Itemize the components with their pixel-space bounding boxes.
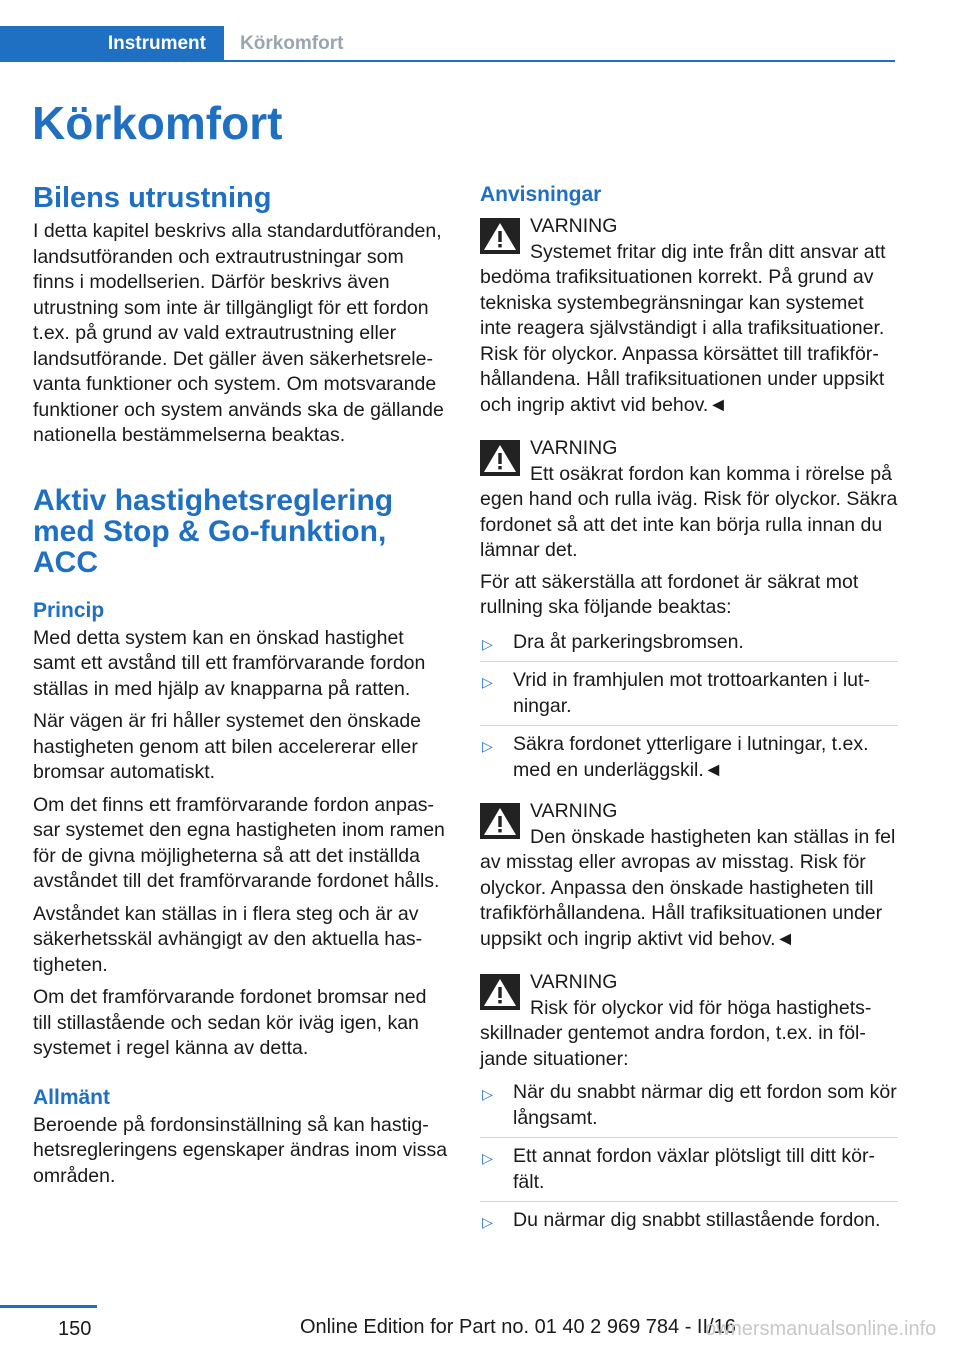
paragraph: Med detta system kan en önskad hastighet samt ett avstånd till ett framförvarande fordon ställas in med hjälp av knapparna på ratten. <box>33 626 426 700</box>
triangle-bullet-icon: ▷ <box>482 1150 493 1166</box>
paragraph: För att säkerställa att fordonet är säkrat mot rullning ska följande beaktas: <box>480 570 859 618</box>
tab-instrument[interactable]: Instrument <box>0 26 224 62</box>
paragraph: Om det framförvarande fordonet bromsar ned till stillastående och sedan kör iväg igen, kan systemet i regel känna av detta. <box>33 986 427 1059</box>
warning-block <box>480 970 898 1072</box>
warning-triangle-icon <box>480 440 520 476</box>
warning-text: Den önskade hastigheten kan ställas in fel av misstag eller avropas av misstag. Risk för olyckor. Anpassa den önskade hastigheten till trafikförhållandena. Håll trafiksituationen under uppsikt och ingrip aktivt vid behov.◄ <box>480 825 896 950</box>
warning-block <box>480 214 898 418</box>
list-item: ▷ När du snabbt närmar dig ett fordon som kör långsamt. <box>482 1081 897 1129</box>
warning-label: VARNING <box>530 800 618 822</box>
page-number: 150 <box>58 1318 92 1340</box>
header-divider <box>224 60 895 62</box>
bullet-list <box>480 628 898 790</box>
paragraph: Beroende på fordonsinställning så kan hastighetsregleringens egenskaper ändras inom vissa områden. <box>33 1113 448 1187</box>
paragraph: I detta kapitel beskrivs alla standardutföranden, landsutföranden och extrautrustningar som finns i modellserien. Därför beskrivs även utrustning som inte är tillgängligt för ett fordon t.ex. på grund av vald extrautrustning eller landsutförande. Det gäller även säkerhetsrelevanta funktioner och system. Om motsvarande funktioner och system används ska de gällande nationella bestämmelserna beaktas. <box>33 220 444 446</box>
watermark: ownersmanualsonline.info <box>705 1318 937 1340</box>
chapter-title: Körkomfort <box>32 97 283 149</box>
subsection-title-anvisningar: Anvisningar <box>480 183 602 206</box>
warning-text: Ett osäkrat fordon kan komma i rörelse på egen hand och rulla iväg. Risk för olyckor. Säkra fordonet så att det inte kan börja rulla innan du lämnar det. <box>480 462 898 561</box>
subsection-title-allmant: Allmänt <box>33 1085 111 1109</box>
list-item: ▷ Ett annat fordon växlar plötsligt till ditt körfält. <box>480 1137 898 1201</box>
left-column <box>33 182 448 1196</box>
warning-text: Systemet fritar dig inte från ditt ansvar att bedöma trafiksituationen korrekt. På grund av tekniska systembegränsningar kan systemet inte reagera självständigt i alla trafiksituationer. Risk för olyckor. Anpassa körsättet till trafikförhållandena. Håll trafiksituationen under uppsikt och ingrip aktivt vid behov.◄ <box>480 240 886 416</box>
footer-divider <box>0 1305 97 1308</box>
warning-label: VARNING <box>530 437 618 459</box>
header-bar <box>0 0 960 62</box>
triangle-bullet-icon: ▷ <box>482 674 493 690</box>
warning-label: VARNING <box>530 971 618 993</box>
list-item: ▷ Vrid in framhjulen mot trottoarkanten i lutningar. <box>480 661 898 725</box>
tab-korkomfort[interactable]: Körkomfort <box>240 33 344 54</box>
warning-block <box>480 799 898 952</box>
paragraph: När vägen är fri håller systemet den önskade hastigheten genom att bilen accelererar eller bromsar automatiskt. <box>33 710 422 783</box>
right-column <box>480 182 898 1250</box>
list-item: ▷ Dra åt parkeringsbromsen. <box>480 628 898 662</box>
warning-label: VARNING <box>530 215 618 237</box>
paragraph: Avståndet kan ställas in i flera steg och är av säkerhetsskäl avhängigt av den aktuella hastigheten. <box>33 902 423 976</box>
warning-block <box>480 436 898 564</box>
triangle-bullet-icon: ▷ <box>482 738 493 754</box>
paragraph: Om det finns ett framförvarande fordon anpassar systemet den egna hastigheten inom ramen för de givna möjligheterna så att det inställda avståndet till det framförvarande fordonet hålls. <box>33 793 445 892</box>
edition-text: Online Edition for Part no. 01 40 2 969 784 - II/16 <box>300 1316 736 1338</box>
subsection-title-princip: Princip <box>33 598 105 622</box>
section-title-bilens-utrustning: Bilens utrustning <box>33 182 272 214</box>
triangle-bullet-icon: ▷ <box>482 1086 493 1102</box>
triangle-bullet-icon: ▷ <box>482 635 493 652</box>
list-item: ▷ Säkra fordonet ytterligare i lutningar, t.ex. med en underläggskil.◄ <box>480 725 898 789</box>
bullet-list <box>480 1078 898 1240</box>
triangle-bullet-icon: ▷ <box>482 1214 493 1230</box>
warning-triangle-icon <box>480 974 520 1010</box>
warning-text: Risk för olyckor vid för höga hastighetsskillnader gentemot andra fordon, t.ex. in följande situationer: <box>480 996 872 1070</box>
section-title-acc: Aktiv hastighetsreglering med Stop & Go-funktion, ACC <box>33 483 394 579</box>
warning-triangle-icon <box>480 803 520 839</box>
list-item: ▷ Du närmar dig snabbt stillastående fordon. <box>480 1201 898 1240</box>
warning-triangle-icon <box>480 218 520 254</box>
